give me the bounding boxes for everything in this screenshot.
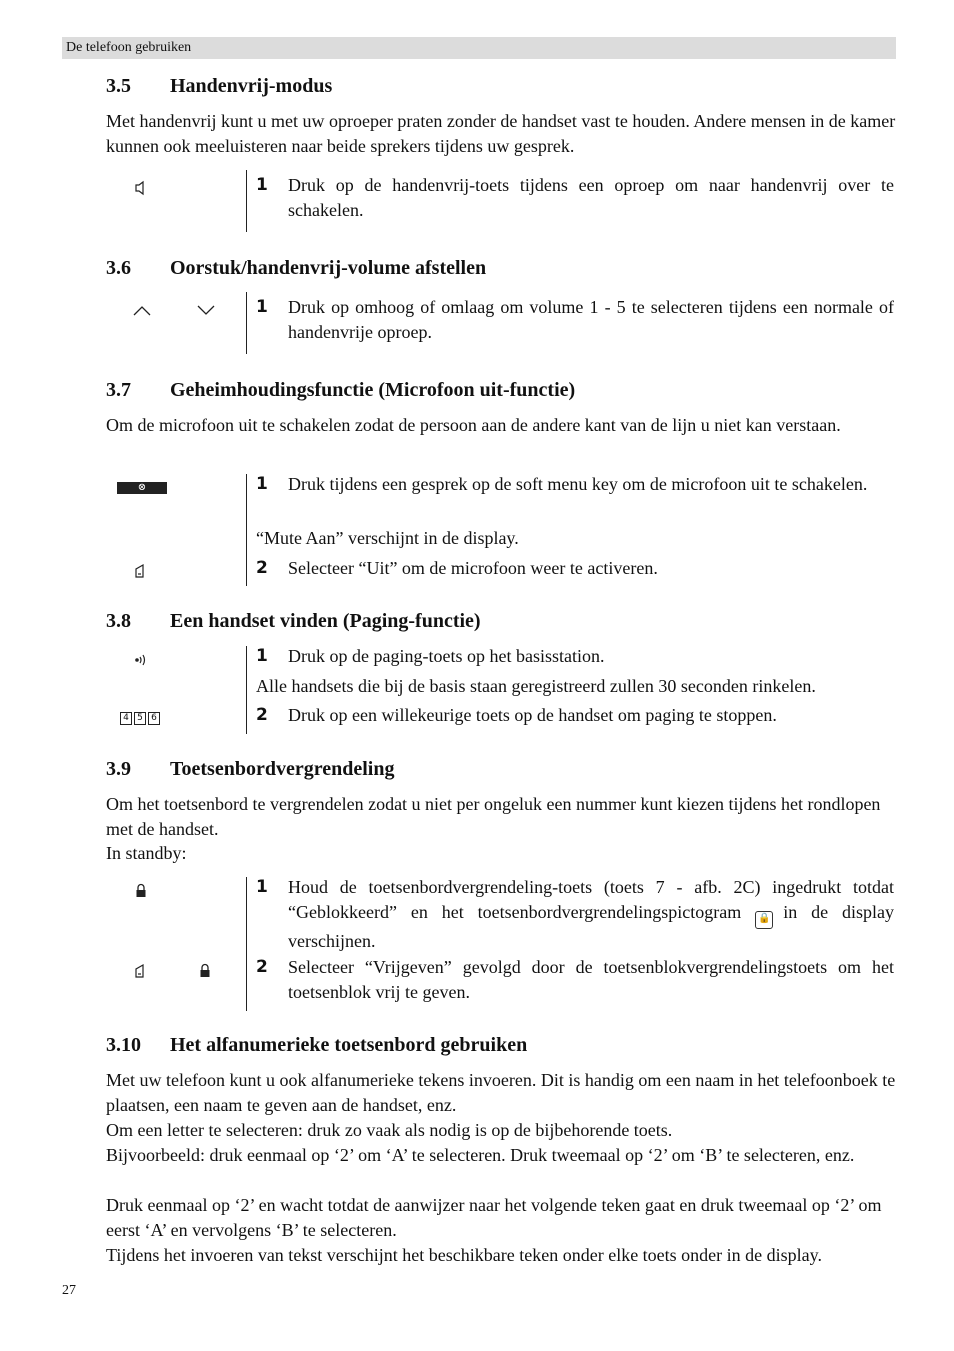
step-3-7-note: “Mute Aan” verschijnt in de display. — [256, 528, 519, 548]
step-3-9-2: 2 Selecteer “Vrijgeven” gevolgd door de toetsenblokvergrendelingstoets om het toetsenblok vrij te geven. — [256, 957, 894, 1002]
section-heading-3-6: 3.6 Oorstuk/handenvrij-volume afstellen — [106, 257, 487, 279]
chevron-down-icon — [196, 302, 216, 321]
step-divider — [246, 170, 247, 232]
step-3-7-1: 1 Druk tijdens een gesprek op de soft menu key om de microfoon uit te schakelen. — [256, 474, 868, 494]
section-heading-3-7: 3.7 Geheimhoudingsfunctie (Microfoon uit-functie) — [106, 379, 576, 401]
lock-pictogram-icon: 🔒 — [755, 911, 773, 929]
section-3-9-standby: In standby: — [106, 843, 187, 863]
keypad-lock-icon — [135, 883, 147, 903]
step-3-6-1: 1 Druk op omhoog of omlaag om volume 1 - 5 te selecteren tijdens een normale of handenvrije oproep. — [256, 297, 894, 342]
section-3-10-paragraph: Met uw telefoon kunt u ook alfanumerieke tekens invoeren. Dit is handig om een naam in het telefoonboek te plaatsen, een naam te geven aan de handset, enz. — [106, 1070, 896, 1115]
section-3-9-intro: Om het toetsenbord te vergrendelen zodat u niet per ongeluk een nummer kunt kiezen tijdens het rondlopen met de handset. — [106, 794, 881, 839]
key-5: 5 — [134, 712, 146, 725]
key-6: 6 — [148, 712, 160, 725]
step-3-8-2: 2 Druk op een willekeurige toets op de handset om paging te stoppen. — [256, 705, 777, 725]
soft-menu-key-icon: ⊗ — [117, 482, 167, 494]
softkey-icon — [134, 963, 148, 983]
key-4: 4 — [120, 712, 132, 725]
header-title: De telefoon gebruiken — [66, 40, 192, 55]
step-3-9-1-text-b: in de display verschijnen. — [288, 902, 894, 951]
section-3-7-intro: Om de microfoon uit te schakelen zodat de persoon aan de andere kant van de lijn u niet kan verstaan. — [106, 415, 841, 435]
section-3-10-paragraph: Tijdens het invoeren van tekst verschijnt het beschikbare teken onder elke toets onder in de display. — [106, 1245, 822, 1265]
keypad-lock-icon — [199, 963, 211, 983]
page-header — [62, 37, 896, 59]
section-3-5-intro: Met handenvrij kunt u met uw oproeper praten zonder de handset vast te houden. Andere mensen in de kamer kunnen ook meeluisteren naar beide sprekers tijdens uw gesprek. — [106, 111, 896, 156]
step-divider — [246, 474, 247, 586]
section-3-10-paragraph: Om een letter te selecteren: druk zo vaak als nodig is op de bijbehorende toets. — [106, 1120, 673, 1140]
page-number: 27 — [62, 1283, 76, 1298]
step-divider — [246, 646, 247, 734]
section-heading-3-5: 3.5 Handenvrij-modus — [106, 75, 333, 97]
step-divider — [246, 877, 247, 1011]
paging-icon — [133, 652, 149, 672]
step-3-8-note: Alle handsets die bij de basis staan geregistreerd zullen 30 seconden rinkelen. — [256, 676, 816, 696]
step-3-8-1: 1 Druk op de paging-toets op het basisstation. — [256, 646, 605, 666]
number-keys-icon — [120, 712, 160, 725]
step-3-9-1: 1 Houd de toetsenbordvergrendeling-toets (toets 7 - afb. 2C) ingedrukt totdat “Geblokkeerd” en het toetsenbordvergrendelingspictogram 🔒 in de display verschijnen. — [256, 877, 894, 951]
section-3-10-paragraph: Druk eenmaal op ‘2’ en wacht totdat de aanwijzer naar het volgende teken gaat en druk tweemaal op ‘2’ om eerst ‘A’ en vervolgens ‘B’ te selecteren. — [106, 1195, 882, 1240]
step-3-7-2: 2 Selecteer “Uit” om de microfoon weer te activeren. — [256, 558, 658, 578]
step-3-9-1-text-a: Houd de toetsenbordvergrendeling-toets (toets 7 - afb. 2C) ingedrukt totdat “Geblokkeerd” en het toetsenbordvergrendelingspictogram — [288, 877, 894, 922]
speaker-icon — [134, 180, 148, 200]
section-3-10-paragraph: Bijvoorbeeld: druk eenmaal op ‘2’ om ‘A’ te selecteren. Druk tweemaal op ‘2’ om ‘B’ te selecteren, enz. — [106, 1145, 855, 1165]
step-divider — [246, 292, 247, 354]
step-3-5-1: 1 Druk op de handenvrij-toets tijdens een oproep om naar handenvrij over te schakelen. — [256, 175, 894, 220]
section-heading-3-10: 3.10 Het alfanumerieke toetsenbord gebruiken — [106, 1034, 528, 1056]
section-heading-3-9: 3.9 Toetsenbordvergrendeling — [106, 758, 395, 780]
chevron-up-icon — [132, 302, 152, 321]
softkey-icon — [134, 563, 148, 583]
section-heading-3-8: 3.8 Een handset vinden (Paging-functie) — [106, 610, 481, 632]
